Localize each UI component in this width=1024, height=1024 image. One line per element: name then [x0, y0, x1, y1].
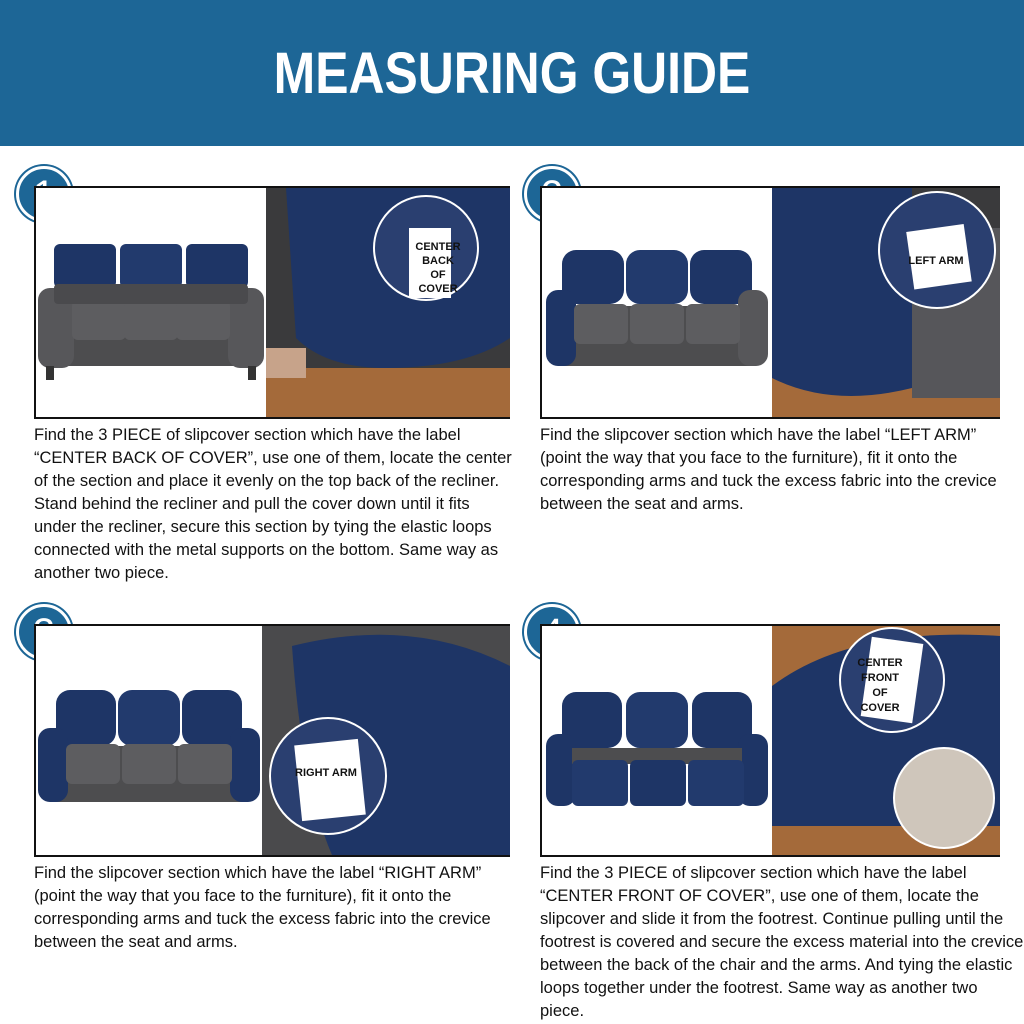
illustration-panel [34, 624, 510, 857]
tag-center-back-line-2: BACK [422, 255, 454, 267]
photo-left-arm-fit [772, 188, 1000, 417]
step-description: Find the 3 PIECE of slipcover section which have the label “CENTER FRONT OF COVER”, use one of them, locate the slipcover and slide it from the footrest. Continue pulling until the footrest is covered and secure the excess material into the crevice between the back of the chair and the arms. And tying the elastic loops together under the footrest. Same way as another two piece. [540, 864, 1024, 1020]
sofa-front-cover-illustration [542, 626, 772, 855]
tag-center-back-line-3: OF [430, 269, 446, 281]
tag-right-arm: RIGHT ARM [295, 767, 357, 779]
header-banner [0, 0, 1024, 146]
step-3 [18, 604, 518, 1004]
tag-center-front-line-1: CENTER [857, 657, 903, 669]
illustration-panel [540, 624, 1000, 857]
step-description: Find the 3 PIECE of slipcover section which have the label “CENTER BACK OF COVER”, use one of them, locate the center of the section and place it evenly on the top back of the recliner. Stand behind the recliner and pull the cover down until it fits under the recliner, secure this section by tying the elastic loops connected with the metal supports on the bottom. Same way as another two piece. [34, 426, 512, 582]
photo-right-arm-fit [262, 626, 510, 855]
step-description: Find the slipcover section which have the label “LEFT ARM” (point the way that you face to the furniture), fit it onto the corresponding arms and tuck the excess fabric into the crevice between the seat and arms. [540, 426, 997, 513]
step-1 [18, 166, 518, 582]
tag-left-arm: LEFT ARM [908, 255, 964, 267]
step-description: Find the slipcover section which have the label “RIGHT ARM” (point the way that you face to the furniture), fit it onto the corresponding arms and tuck the excess fabric into the crevice between the seat and arms. [34, 864, 491, 951]
step-2 [526, 166, 1024, 566]
page-title: MEASURING GUIDE [273, 41, 751, 106]
illustration-panel [540, 186, 1000, 419]
tag-center-front-line-3: OF [872, 687, 888, 699]
tag-center-front-line-2: FRONT [861, 672, 899, 684]
tag-center-front-line-4: COVER [860, 702, 900, 714]
tag-center-back-line-4: COVER [418, 283, 458, 295]
tag-center-back-line-1: CENTER [415, 241, 461, 253]
photo-pull-back-cover [266, 188, 510, 417]
sofa-left-arm-illustration [542, 188, 772, 417]
sofa-right-arm-illustration [36, 626, 262, 855]
step-4 [526, 604, 1024, 1020]
photo-footrest-cover [772, 626, 1000, 855]
sofa-back-cover-illustration [36, 188, 266, 417]
illustration-panel [34, 186, 510, 419]
